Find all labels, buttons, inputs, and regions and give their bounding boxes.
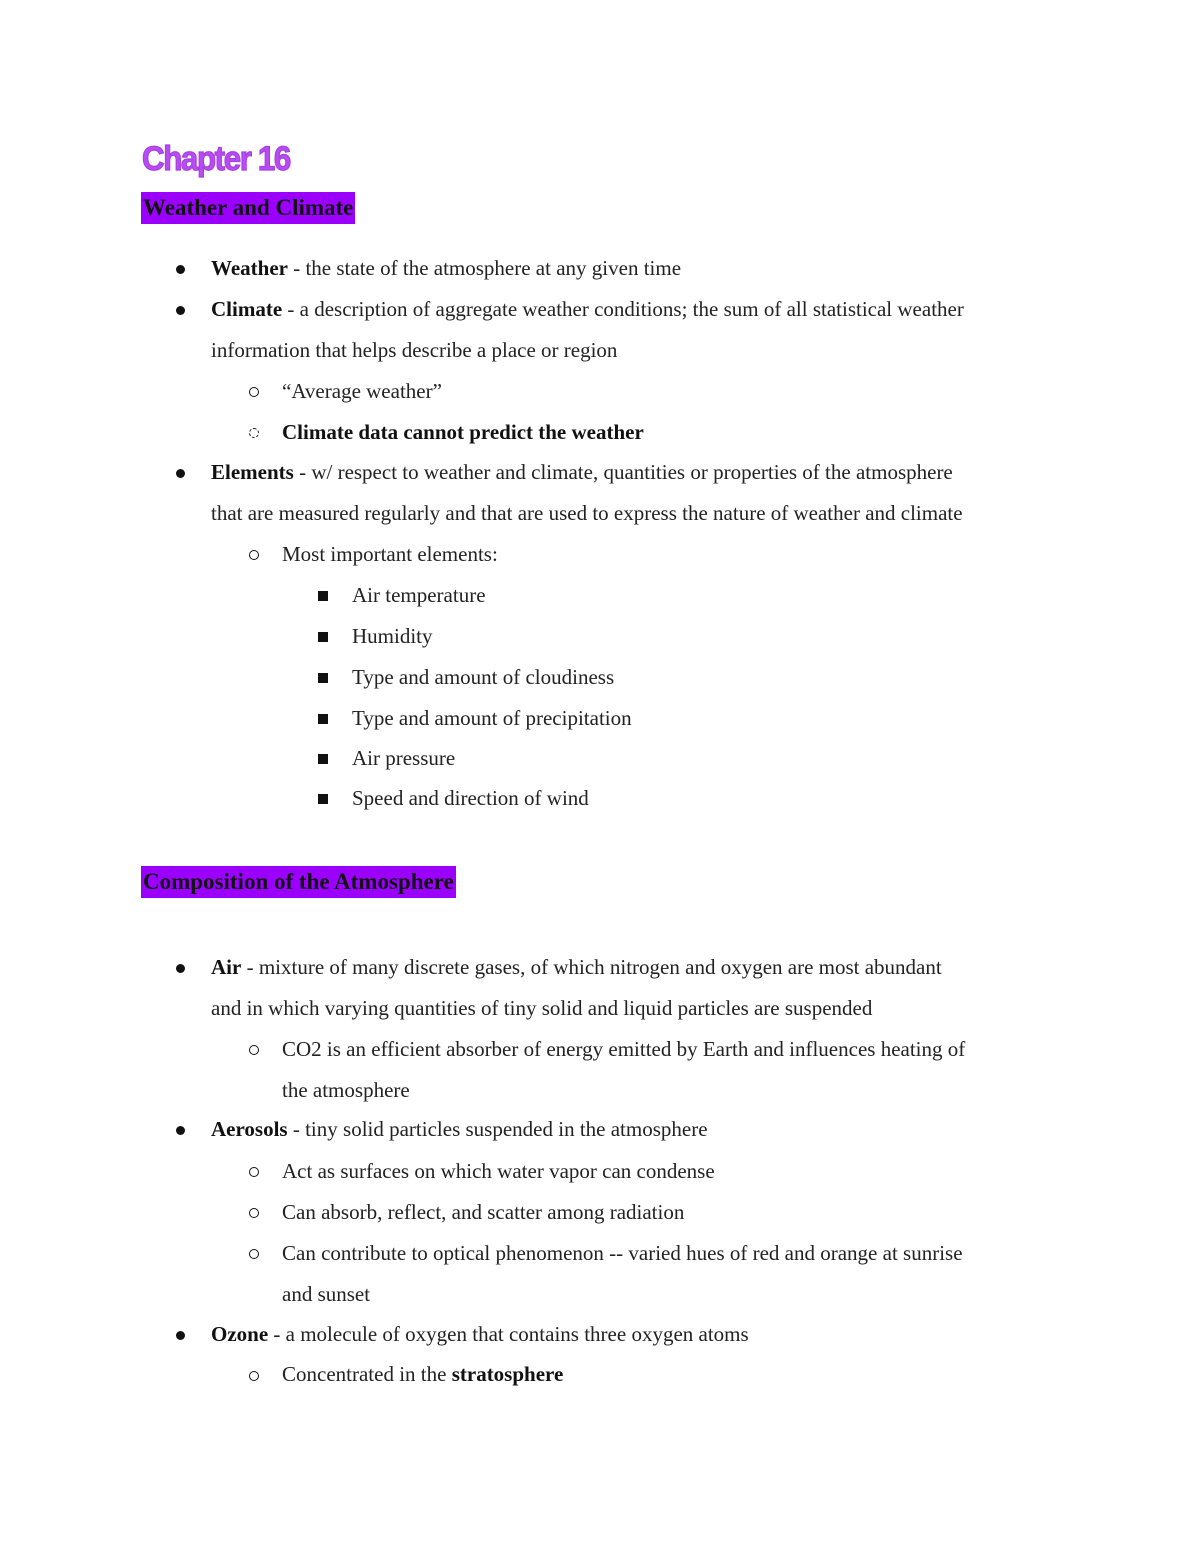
definition-climate-continued: information that helps describe a place or region [211, 338, 618, 362]
section-heading-composition: Composition of the Atmosphere [141, 866, 456, 898]
definition-climate: - a description of aggregate weather conditions; the sum of all statistical weather [282, 297, 964, 321]
definition-air-continued: and in which varying quantities of tiny solid and liquid particles are suspended [211, 996, 873, 1020]
square-bullet-icon [318, 581, 328, 609]
definition-air: - mixture of many discrete gases, of which nitrogen and oxygen are most abundant [241, 955, 942, 979]
hollow-bullet-icon [249, 1035, 259, 1063]
definition-elements-continued: that are measured regularly and that are used to express the nature of weather and climate [211, 501, 963, 525]
sub-item-co2-continued: the atmosphere [282, 1078, 410, 1102]
term-stratosphere: stratosphere [451, 1362, 564, 1386]
square-bullet-icon [318, 622, 328, 650]
term-aerosols: Aerosols [211, 1117, 288, 1141]
definition-aerosols: - tiny solid particles suspended in the atmosphere [287, 1117, 708, 1141]
term-elements: Elements [211, 460, 294, 484]
hollow-bullet-icon [249, 418, 259, 446]
list-item-elements [211, 458, 953, 486]
hollow-bullet-icon [249, 1157, 259, 1185]
sub-item-co2: CO2 is an efficient absorber of energy emitted by Earth and influences heating of [282, 1037, 966, 1061]
sub-item-climate-data: Climate data cannot predict the weather [282, 420, 644, 444]
bullet-icon [176, 296, 185, 324]
bullet-icon [176, 1321, 185, 1349]
hollow-bullet-icon [249, 540, 259, 568]
sub-item-aerosols-radiation: Can absorb, reflect, and scatter among radiation [282, 1200, 685, 1224]
term-climate: Climate [211, 297, 283, 321]
sub-item-aerosols-optical: Can contribute to optical phenomenon -- varied hues of red and orange at sunrise [282, 1241, 963, 1265]
square-bullet-icon [318, 704, 328, 732]
term-air: Air [211, 955, 242, 979]
list-item-climate [211, 295, 964, 323]
term-ozone: Ozone [211, 1322, 269, 1346]
element-item: Speed and direction of wind [352, 786, 589, 810]
square-bullet-icon [318, 784, 328, 812]
hollow-bullet-icon [249, 377, 259, 405]
element-item: Air temperature [352, 583, 486, 607]
list-item-air [211, 953, 942, 981]
bullet-icon [176, 459, 185, 487]
sub-item-ozone-stratosphere [282, 1360, 563, 1388]
definition-elements: - w/ respect to weather and climate, quantities or properties of the atmosphere [293, 460, 953, 484]
element-item: Type and amount of precipitation [352, 706, 632, 730]
sub-item-aerosols-condense: Act as surfaces on which water vapor can condense [282, 1159, 715, 1183]
square-bullet-icon [318, 663, 328, 691]
hollow-bullet-icon [249, 1198, 259, 1226]
hollow-bullet-icon [249, 1361, 259, 1389]
bullet-icon [176, 954, 185, 982]
definition-ozone: - a molecule of oxygen that contains three oxygen atoms [268, 1322, 749, 1346]
sub-item-average-weather: “Average weather” [282, 379, 442, 403]
bullet-icon [176, 1116, 185, 1144]
list-item-weather [211, 254, 681, 282]
definition-weather: - the state of the atmosphere at any given time [287, 256, 682, 280]
section-heading-weather-climate: Weather and Climate [141, 192, 355, 224]
sub-item-aerosols-optical-continued: and sunset [282, 1282, 371, 1306]
term-weather: Weather [211, 256, 288, 280]
list-item-aerosols [211, 1115, 708, 1143]
square-bullet-icon [318, 744, 328, 772]
element-item: Humidity [352, 624, 433, 648]
chapter-title: Chapter 16 [142, 140, 290, 178]
ozone-sub-prefix: Concentrated in the [282, 1362, 452, 1386]
sub-item-most-important: Most important elements: [282, 542, 498, 566]
element-item: Air pressure [352, 746, 456, 770]
bullet-icon [176, 255, 185, 283]
hollow-bullet-icon [249, 1239, 259, 1267]
element-item: Type and amount of cloudiness [352, 665, 615, 689]
list-item-ozone [211, 1320, 749, 1348]
